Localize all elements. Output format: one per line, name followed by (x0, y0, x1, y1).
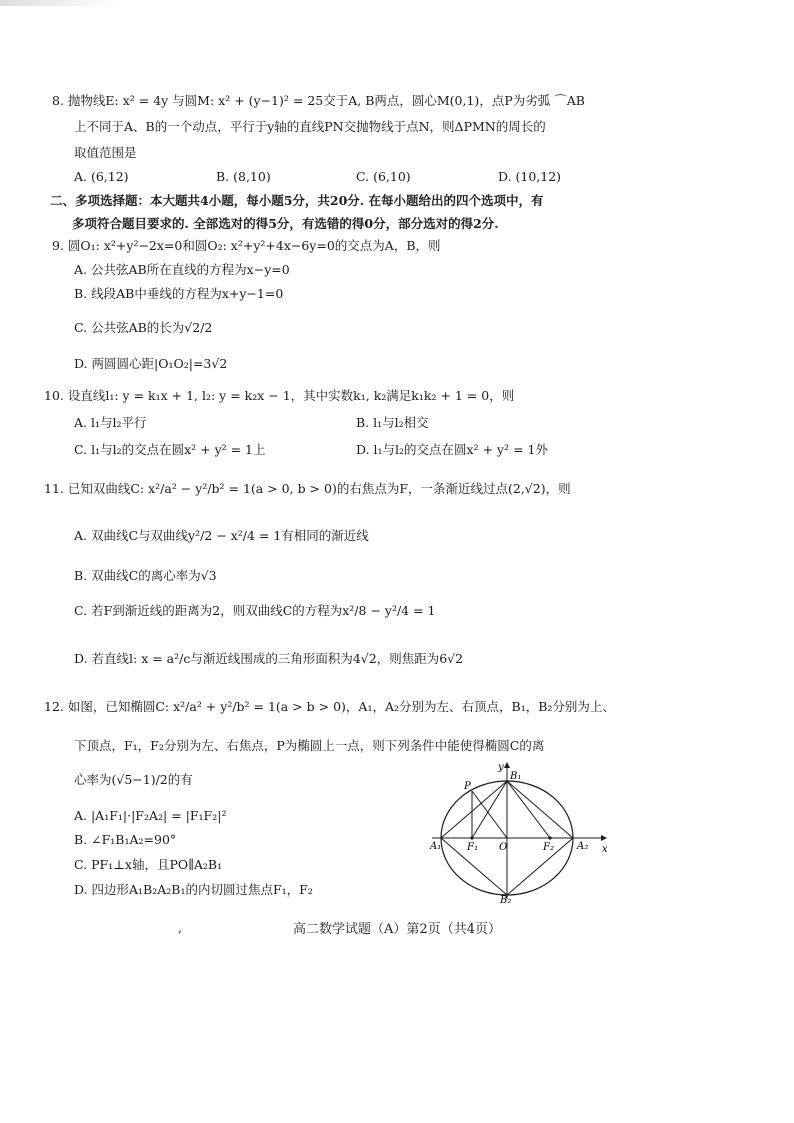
q12-stem-line-1: 12. 如图，已知椭圆C: x²/a² + y²/b² = 1(a > b > 0)，A₁，A₂分别为左、右顶点，B₁，B₂分别为上、 (44, 699, 615, 714)
point-f2 (548, 836, 551, 839)
label-b2: B₂ (500, 895, 512, 903)
q10-option-b: B. l₁与l₂相交 (356, 415, 429, 430)
ellipse-figure (428, 757, 614, 903)
q11-option-c: C. 若F到渐近线的距离为2，则双曲线C的方程为x²/8 − y²/4 = 1 (74, 603, 436, 618)
q8-option-d: D. (10,12) (498, 169, 562, 184)
q8-option-b: B. (8,10) (216, 169, 271, 184)
label-x-axis: x (602, 844, 608, 855)
q9-option-d: D. 两圆圆心距|O₁O₂|=3√2 (74, 356, 228, 371)
q12-option-b: B. ∠F₁B₁A₂=90° (74, 832, 177, 847)
q9-stem: 9. 圆O₁: x²+y²−2x=0和圆O₂: x²+y²+4x−6y=0的交点为A，B，则 (52, 238, 441, 253)
label-o: O (499, 842, 508, 853)
q9-option-b: B. 线段AB中垂线的方程为x+y−1=0 (74, 286, 284, 301)
footer-mark: , (178, 920, 182, 935)
q11-stem: 11. 已知双曲线C: x²/a² − y²/b² = 1(a > 0, b > 0)的右焦点为F，一条渐近线过点(2,√2)，则 (44, 481, 571, 496)
q11-option-b: B. 双曲线C的离心率为√3 (74, 568, 217, 583)
label-y-axis: y (498, 762, 504, 773)
label-f1: F₁ (467, 842, 478, 853)
q11-option-d: D. 若直线l: x = a²/c与渐近线围成的三角形面积为4√2，则焦距为6√2 (74, 651, 464, 666)
q12-option-c: C. PF₁⊥x轴，且PO∥A₂B₁ (74, 857, 223, 872)
q12-stem-line-3: 心率为(√5−1)/2的有 (74, 772, 193, 787)
label-p: P (464, 781, 471, 792)
q12-option-d: D. 四边形A₁B₂A₂B₁的内切圆过焦点F₁，F₂ (74, 882, 313, 897)
section-heading-line-2: 多项符合题目要求的. 全部选对的得5分，有选错的得0分，部分选对的得2分. (72, 216, 499, 231)
q8-option-c: C. (6,10) (356, 169, 411, 184)
q11-option-a: A. 双曲线C与双曲线y²/2 − x²/4 = 1有相同的渐近线 (74, 528, 369, 543)
line-p-o (472, 791, 507, 838)
page-footer: 高二数学试题（A）第2页（共4页） (293, 922, 501, 937)
q8-line-1: 8. 抛物线E: x² = 4y 与圆M: x² + (y−1)² = 25交于A, B两点，圆心M(0,1)，点P为劣弧 ⌒AB (52, 93, 585, 108)
q10-option-c: C. l₁与l₂的交点在圆x² + y² = 1上 (74, 442, 266, 457)
q12-stem-line-2: 下顶点，F₁，F₂分别为左、右焦点，P为椭圆上一点，则下列条件中能使得椭圆C的离 (74, 738, 545, 753)
q8-line-2: 上不同于A、B的一个动点，平行于y轴的直线PN交抛物线于点N，则ΔPMN的周长的 (74, 119, 546, 134)
point-f1 (470, 836, 473, 839)
section-heading-line-1: 二、多项选择题：本大题共4小题，每小题5分，共20分. 在每小题给出的四个选项中，有 (50, 193, 544, 208)
line-b1-f2 (507, 781, 550, 838)
q12-option-a: A. |A₁F₁|·|F₂A₂| = |F₁F₂|² (74, 808, 227, 823)
label-a2: A₂ (577, 841, 589, 852)
q10-option-a: A. l₁与l₂平行 (74, 415, 147, 430)
q9-option-c: C. 公共弦AB的长为√2/2 (74, 320, 213, 335)
q8-line-3: 取值范围是 (74, 145, 137, 160)
line-f1-b1 (472, 781, 507, 838)
q10-stem: 10. 设直线l₁: y = k₁x + 1, l₂: y = k₂x − 1，其中实数k₁, k₂满足k₁k₂ + 1 = 0，则 (44, 388, 515, 403)
scan-artifact (0, 0, 120, 6)
q9-option-a: A. 公共弦AB所在直线的方程为x−y=0 (74, 262, 290, 277)
label-f2: F₂ (543, 842, 554, 853)
q10-option-d: D. l₁与l₂的交点在圆x² + y² = 1外 (356, 442, 548, 457)
label-b1: B₁ (510, 771, 522, 782)
label-a1: A₁ (430, 841, 442, 852)
q8-option-a: A. (6,12) (74, 169, 129, 184)
